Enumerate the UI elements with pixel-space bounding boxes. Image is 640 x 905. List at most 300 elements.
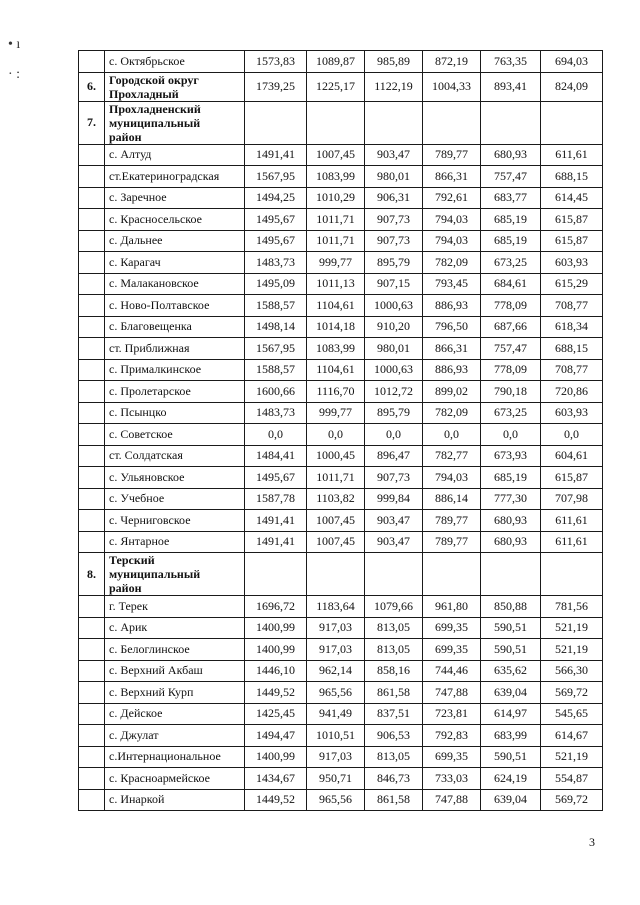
section-name-line: муниципальный <box>109 115 201 130</box>
value-cell: 794,03 <box>423 467 481 489</box>
row-number <box>79 230 105 252</box>
value-cell: 603,93 <box>541 402 603 424</box>
settlement-name: с. Алтуд <box>105 144 245 166</box>
value-cell: 684,61 <box>481 273 541 295</box>
value-cell: 1000,63 <box>365 295 423 317</box>
value-cell: 965,56 <box>307 789 365 811</box>
section-name <box>105 72 245 101</box>
table-row <box>79 596 603 618</box>
row-number <box>79 682 105 704</box>
value-cell: 763,35 <box>481 51 541 73</box>
settlement-name: с. Дейское <box>105 703 245 725</box>
value-cell: 707,98 <box>541 488 603 510</box>
value-cell: 1484,41 <box>245 445 307 467</box>
value-cell <box>481 553 541 596</box>
table-row <box>79 531 603 553</box>
row-number <box>79 488 105 510</box>
value-cell: 680,93 <box>481 510 541 532</box>
settlement-name: с. Белоглинское <box>105 639 245 661</box>
value-cell: 1079,66 <box>365 596 423 618</box>
row-number: 8. <box>79 553 105 596</box>
row-number <box>79 424 105 446</box>
value-cell: 1116,70 <box>307 381 365 403</box>
settlement-name: с. Благовещенка <box>105 316 245 338</box>
value-cell <box>423 101 481 144</box>
value-cell: 861,58 <box>365 682 423 704</box>
value-cell: 1007,45 <box>307 531 365 553</box>
value-cell: 965,56 <box>307 682 365 704</box>
value-cell: 1495,09 <box>245 273 307 295</box>
value-cell: 1494,25 <box>245 187 307 209</box>
value-cell: 796,50 <box>423 316 481 338</box>
value-cell: 611,61 <box>541 144 603 166</box>
value-cell: 1491,41 <box>245 531 307 553</box>
value-cell: 782,77 <box>423 445 481 467</box>
value-cell: 1010,29 <box>307 187 365 209</box>
settlement-name: с. Заречное <box>105 187 245 209</box>
section-row <box>79 72 603 101</box>
settlement-name: г. Терек <box>105 596 245 618</box>
settlement-name: с. Малакановское <box>105 273 245 295</box>
table-row <box>79 703 603 725</box>
value-cell: 1089,87 <box>307 51 365 73</box>
value-cell: 1225,17 <box>307 72 365 101</box>
value-cell: 866,31 <box>423 166 481 188</box>
value-cell: 792,61 <box>423 187 481 209</box>
section-row <box>79 101 603 144</box>
value-cell: 566,30 <box>541 660 603 682</box>
row-number: 6. <box>79 72 105 101</box>
value-cell: 1014,18 <box>307 316 365 338</box>
value-cell: 950,71 <box>307 768 365 790</box>
value-cell: 1494,47 <box>245 725 307 747</box>
value-cell: 886,14 <box>423 488 481 510</box>
value-cell: 1012,72 <box>365 381 423 403</box>
value-cell: 1495,67 <box>245 467 307 489</box>
value-cell: 747,88 <box>423 682 481 704</box>
value-cell <box>245 553 307 596</box>
value-cell: 683,99 <box>481 725 541 747</box>
value-cell: 688,15 <box>541 166 603 188</box>
value-cell: 1739,25 <box>245 72 307 101</box>
value-cell: 1011,13 <box>307 273 365 295</box>
row-number <box>79 467 105 489</box>
row-number <box>79 166 105 188</box>
value-cell: 1567,95 <box>245 338 307 360</box>
table-row <box>79 166 603 188</box>
value-cell: 1573,83 <box>245 51 307 73</box>
value-cell: 1011,71 <box>307 467 365 489</box>
table-row <box>79 295 603 317</box>
table-row <box>79 746 603 768</box>
margin-marks <box>8 30 20 90</box>
value-cell: 1434,67 <box>245 768 307 790</box>
value-cell: 1495,67 <box>245 209 307 231</box>
value-cell: 1483,73 <box>245 402 307 424</box>
section-name <box>105 101 245 144</box>
value-cell: 694,03 <box>541 51 603 73</box>
row-number <box>79 338 105 360</box>
value-cell: 790,18 <box>481 381 541 403</box>
value-cell: 999,77 <box>307 402 365 424</box>
section-name-line: район <box>109 581 142 595</box>
value-cell: 699,35 <box>423 617 481 639</box>
value-cell: 639,04 <box>481 789 541 811</box>
value-cell: 1588,57 <box>245 295 307 317</box>
value-cell: 866,31 <box>423 338 481 360</box>
value-cell: 0,0 <box>481 424 541 446</box>
section-name <box>105 553 245 596</box>
value-cell: 624,19 <box>481 768 541 790</box>
value-cell: 1425,45 <box>245 703 307 725</box>
settlement-name: с. Ульяновское <box>105 467 245 489</box>
value-cell: 680,93 <box>481 531 541 553</box>
value-cell: 861,58 <box>365 789 423 811</box>
row-number <box>79 596 105 618</box>
settlement-name: с. Арик <box>105 617 245 639</box>
row-number <box>79 402 105 424</box>
value-cell: 0,0 <box>365 424 423 446</box>
value-cell: 1083,99 <box>307 338 365 360</box>
value-cell: 886,93 <box>423 295 481 317</box>
value-cell: 1588,57 <box>245 359 307 381</box>
value-cell <box>245 101 307 144</box>
section-name-line: Городской округ <box>109 72 199 87</box>
value-cell: 903,47 <box>365 144 423 166</box>
settlement-name: с. Красноармейское <box>105 768 245 790</box>
settlement-name: с. Красносельское <box>105 209 245 231</box>
value-cell: 1104,61 <box>307 359 365 381</box>
value-cell: 1400,99 <box>245 746 307 768</box>
value-cell: 903,47 <box>365 510 423 532</box>
row-number <box>79 445 105 467</box>
table-row <box>79 252 603 274</box>
settlement-name: с. Псынцко <box>105 402 245 424</box>
value-cell: 1495,67 <box>245 230 307 252</box>
value-cell: 917,03 <box>307 746 365 768</box>
value-cell: 618,34 <box>541 316 603 338</box>
value-cell <box>541 553 603 596</box>
value-cell: 1010,51 <box>307 725 365 747</box>
table-row <box>79 230 603 252</box>
value-cell: 907,73 <box>365 467 423 489</box>
value-cell: 685,19 <box>481 209 541 231</box>
value-cell <box>423 553 481 596</box>
row-number <box>79 789 105 811</box>
value-cell: 683,77 <box>481 187 541 209</box>
value-cell: 747,88 <box>423 789 481 811</box>
value-cell: 1483,73 <box>245 252 307 274</box>
value-cell: 999,84 <box>365 488 423 510</box>
value-cell <box>365 101 423 144</box>
section-name-line: Терский <box>109 553 155 567</box>
row-number <box>79 660 105 682</box>
value-cell: 603,93 <box>541 252 603 274</box>
value-cell: 886,93 <box>423 359 481 381</box>
table-row <box>79 359 603 381</box>
value-cell: 1007,45 <box>307 510 365 532</box>
table-row <box>79 617 603 639</box>
table-row <box>79 424 603 446</box>
value-cell: 789,77 <box>423 510 481 532</box>
row-number <box>79 746 105 768</box>
value-cell: 794,03 <box>423 209 481 231</box>
settlement-name: ст. Приближная <box>105 338 245 360</box>
value-cell: 604,61 <box>541 445 603 467</box>
value-cell: 789,77 <box>423 144 481 166</box>
row-number <box>79 510 105 532</box>
value-cell: 1587,78 <box>245 488 307 510</box>
value-cell: 521,19 <box>541 746 603 768</box>
value-cell: 1600,66 <box>245 381 307 403</box>
row-number <box>79 252 105 274</box>
value-cell: 635,62 <box>481 660 541 682</box>
value-cell: 639,04 <box>481 682 541 704</box>
row-number <box>79 639 105 661</box>
settlement-name: с. Карагач <box>105 252 245 274</box>
table-row <box>79 381 603 403</box>
value-cell: 545,65 <box>541 703 603 725</box>
value-cell: 962,14 <box>307 660 365 682</box>
table-row <box>79 209 603 231</box>
value-cell: 615,87 <box>541 467 603 489</box>
value-cell: 673,93 <box>481 445 541 467</box>
value-cell: 906,31 <box>365 187 423 209</box>
value-cell: 789,77 <box>423 531 481 553</box>
settlement-name: с. Янтарное <box>105 531 245 553</box>
value-cell: 590,51 <box>481 746 541 768</box>
value-cell: 893,41 <box>481 72 541 101</box>
table-row <box>79 510 603 532</box>
value-cell: 1083,99 <box>307 166 365 188</box>
value-cell: 907,73 <box>365 209 423 231</box>
value-cell: 895,79 <box>365 252 423 274</box>
value-cell: 1104,61 <box>307 295 365 317</box>
table-row <box>79 338 603 360</box>
value-cell: 1000,45 <box>307 445 365 467</box>
value-cell: 569,72 <box>541 682 603 704</box>
value-cell: 699,35 <box>423 639 481 661</box>
value-cell: 813,05 <box>365 617 423 639</box>
value-cell: 615,87 <box>541 230 603 252</box>
value-cell: 837,51 <box>365 703 423 725</box>
value-cell: 723,81 <box>423 703 481 725</box>
value-cell: 917,03 <box>307 639 365 661</box>
value-cell: 0,0 <box>245 424 307 446</box>
value-cell: 1400,99 <box>245 617 307 639</box>
table-row <box>79 488 603 510</box>
value-cell: 720,86 <box>541 381 603 403</box>
value-cell: 685,19 <box>481 230 541 252</box>
value-cell: 590,51 <box>481 639 541 661</box>
table-row <box>79 682 603 704</box>
value-cell: 980,01 <box>365 338 423 360</box>
value-cell: 782,09 <box>423 252 481 274</box>
value-cell: 733,03 <box>423 768 481 790</box>
value-cell: 1491,41 <box>245 510 307 532</box>
settlement-name: с. Верхний Курп <box>105 682 245 704</box>
value-cell: 899,02 <box>423 381 481 403</box>
value-cell <box>541 101 603 144</box>
value-cell: 673,25 <box>481 402 541 424</box>
value-cell: 941,49 <box>307 703 365 725</box>
value-cell <box>307 553 365 596</box>
settlement-name: с. Дальнее <box>105 230 245 252</box>
value-cell: 708,77 <box>541 295 603 317</box>
table-body <box>79 51 603 811</box>
row-number <box>79 359 105 381</box>
value-cell: 1007,45 <box>307 144 365 166</box>
value-cell: 744,46 <box>423 660 481 682</box>
value-cell <box>365 553 423 596</box>
settlement-name: ст. Солдатская <box>105 445 245 467</box>
value-cell: 896,47 <box>365 445 423 467</box>
row-number <box>79 273 105 295</box>
row-number <box>79 617 105 639</box>
value-cell: 1103,82 <box>307 488 365 510</box>
value-cell: 1011,71 <box>307 230 365 252</box>
margin-mark-1: • ı <box>8 37 21 52</box>
value-cell: 611,61 <box>541 510 603 532</box>
row-number <box>79 144 105 166</box>
settlement-name: ст.Екатериноградская <box>105 166 245 188</box>
value-cell: 907,15 <box>365 273 423 295</box>
value-cell: 778,09 <box>481 295 541 317</box>
table-row <box>79 768 603 790</box>
value-cell: 521,19 <box>541 617 603 639</box>
value-cell: 846,73 <box>365 768 423 790</box>
value-cell: 1696,72 <box>245 596 307 618</box>
value-cell: 521,19 <box>541 639 603 661</box>
settlement-name: с. Учебное <box>105 488 245 510</box>
value-cell: 0,0 <box>307 424 365 446</box>
table-row <box>79 725 603 747</box>
settlement-name: с. Верхний Акбаш <box>105 660 245 682</box>
value-cell: 917,03 <box>307 617 365 639</box>
value-cell: 569,72 <box>541 789 603 811</box>
value-cell: 793,45 <box>423 273 481 295</box>
table-row <box>79 273 603 295</box>
value-cell: 858,16 <box>365 660 423 682</box>
value-cell: 1183,64 <box>307 596 365 618</box>
value-cell: 673,25 <box>481 252 541 274</box>
value-cell: 910,20 <box>365 316 423 338</box>
settlement-name: с. Пролетарское <box>105 381 245 403</box>
value-cell: 757,47 <box>481 338 541 360</box>
table-row <box>79 51 603 73</box>
settlement-name: с. Советское <box>105 424 245 446</box>
row-number: 7. <box>79 101 105 144</box>
value-cell: 590,51 <box>481 617 541 639</box>
table-row <box>79 445 603 467</box>
value-cell: 1449,52 <box>245 789 307 811</box>
table-row <box>79 467 603 489</box>
row-number <box>79 209 105 231</box>
settlement-name: с. Черниговское <box>105 510 245 532</box>
value-cell: 757,47 <box>481 166 541 188</box>
value-cell: 708,77 <box>541 359 603 381</box>
value-cell: 615,29 <box>541 273 603 295</box>
value-cell: 554,87 <box>541 768 603 790</box>
value-cell: 1491,41 <box>245 144 307 166</box>
settlement-name: с. Джулат <box>105 725 245 747</box>
value-cell: 872,19 <box>423 51 481 73</box>
table-row <box>79 639 603 661</box>
settlement-name: с.Интернациональное <box>105 746 245 768</box>
page-number: 3 <box>589 835 595 849</box>
value-cell: 0,0 <box>423 424 481 446</box>
value-cell: 824,09 <box>541 72 603 101</box>
value-cell: 985,89 <box>365 51 423 73</box>
row-number <box>79 381 105 403</box>
value-cell: 794,03 <box>423 230 481 252</box>
value-cell: 895,79 <box>365 402 423 424</box>
row-number <box>79 768 105 790</box>
settlement-name: с. Октябрьское <box>105 51 245 73</box>
value-cell <box>307 101 365 144</box>
value-cell: 614,45 <box>541 187 603 209</box>
value-cell: 614,97 <box>481 703 541 725</box>
value-cell: 777,30 <box>481 488 541 510</box>
value-cell: 614,67 <box>541 725 603 747</box>
table-row <box>79 789 603 811</box>
row-number <box>79 187 105 209</box>
table-row <box>79 402 603 424</box>
value-cell: 907,73 <box>365 230 423 252</box>
settlement-name: с. Прималкинское <box>105 359 245 381</box>
value-cell: 1498,14 <box>245 316 307 338</box>
value-cell: 813,05 <box>365 746 423 768</box>
row-number <box>79 531 105 553</box>
settlement-name: с. Инаркой <box>105 789 245 811</box>
table-row <box>79 660 603 682</box>
tariff-table <box>78 50 603 811</box>
value-cell: 1000,63 <box>365 359 423 381</box>
row-number <box>79 295 105 317</box>
value-cell: 850,88 <box>481 596 541 618</box>
value-cell: 903,47 <box>365 531 423 553</box>
row-number <box>79 316 105 338</box>
row-number <box>79 703 105 725</box>
section-row <box>79 553 603 596</box>
value-cell: 813,05 <box>365 639 423 661</box>
value-cell: 1400,99 <box>245 639 307 661</box>
value-cell: 961,80 <box>423 596 481 618</box>
value-cell: 685,19 <box>481 467 541 489</box>
value-cell: 781,56 <box>541 596 603 618</box>
value-cell: 1004,33 <box>423 72 481 101</box>
margin-mark-2: · : <box>8 67 21 82</box>
value-cell: 792,83 <box>423 725 481 747</box>
value-cell: 680,93 <box>481 144 541 166</box>
section-name-line: муниципальный <box>109 567 201 581</box>
value-cell: 687,66 <box>481 316 541 338</box>
section-name-line: Прохладный <box>109 86 179 101</box>
section-name-line: Прохладненский <box>109 101 201 116</box>
value-cell: 999,77 <box>307 252 365 274</box>
value-cell: 906,53 <box>365 725 423 747</box>
value-cell: 778,09 <box>481 359 541 381</box>
table-row <box>79 316 603 338</box>
value-cell: 1449,52 <box>245 682 307 704</box>
table-row <box>79 144 603 166</box>
table-row <box>79 187 603 209</box>
value-cell: 611,61 <box>541 531 603 553</box>
value-cell: 1446,10 <box>245 660 307 682</box>
value-cell: 1011,71 <box>307 209 365 231</box>
row-number <box>79 51 105 73</box>
value-cell: 0,0 <box>541 424 603 446</box>
